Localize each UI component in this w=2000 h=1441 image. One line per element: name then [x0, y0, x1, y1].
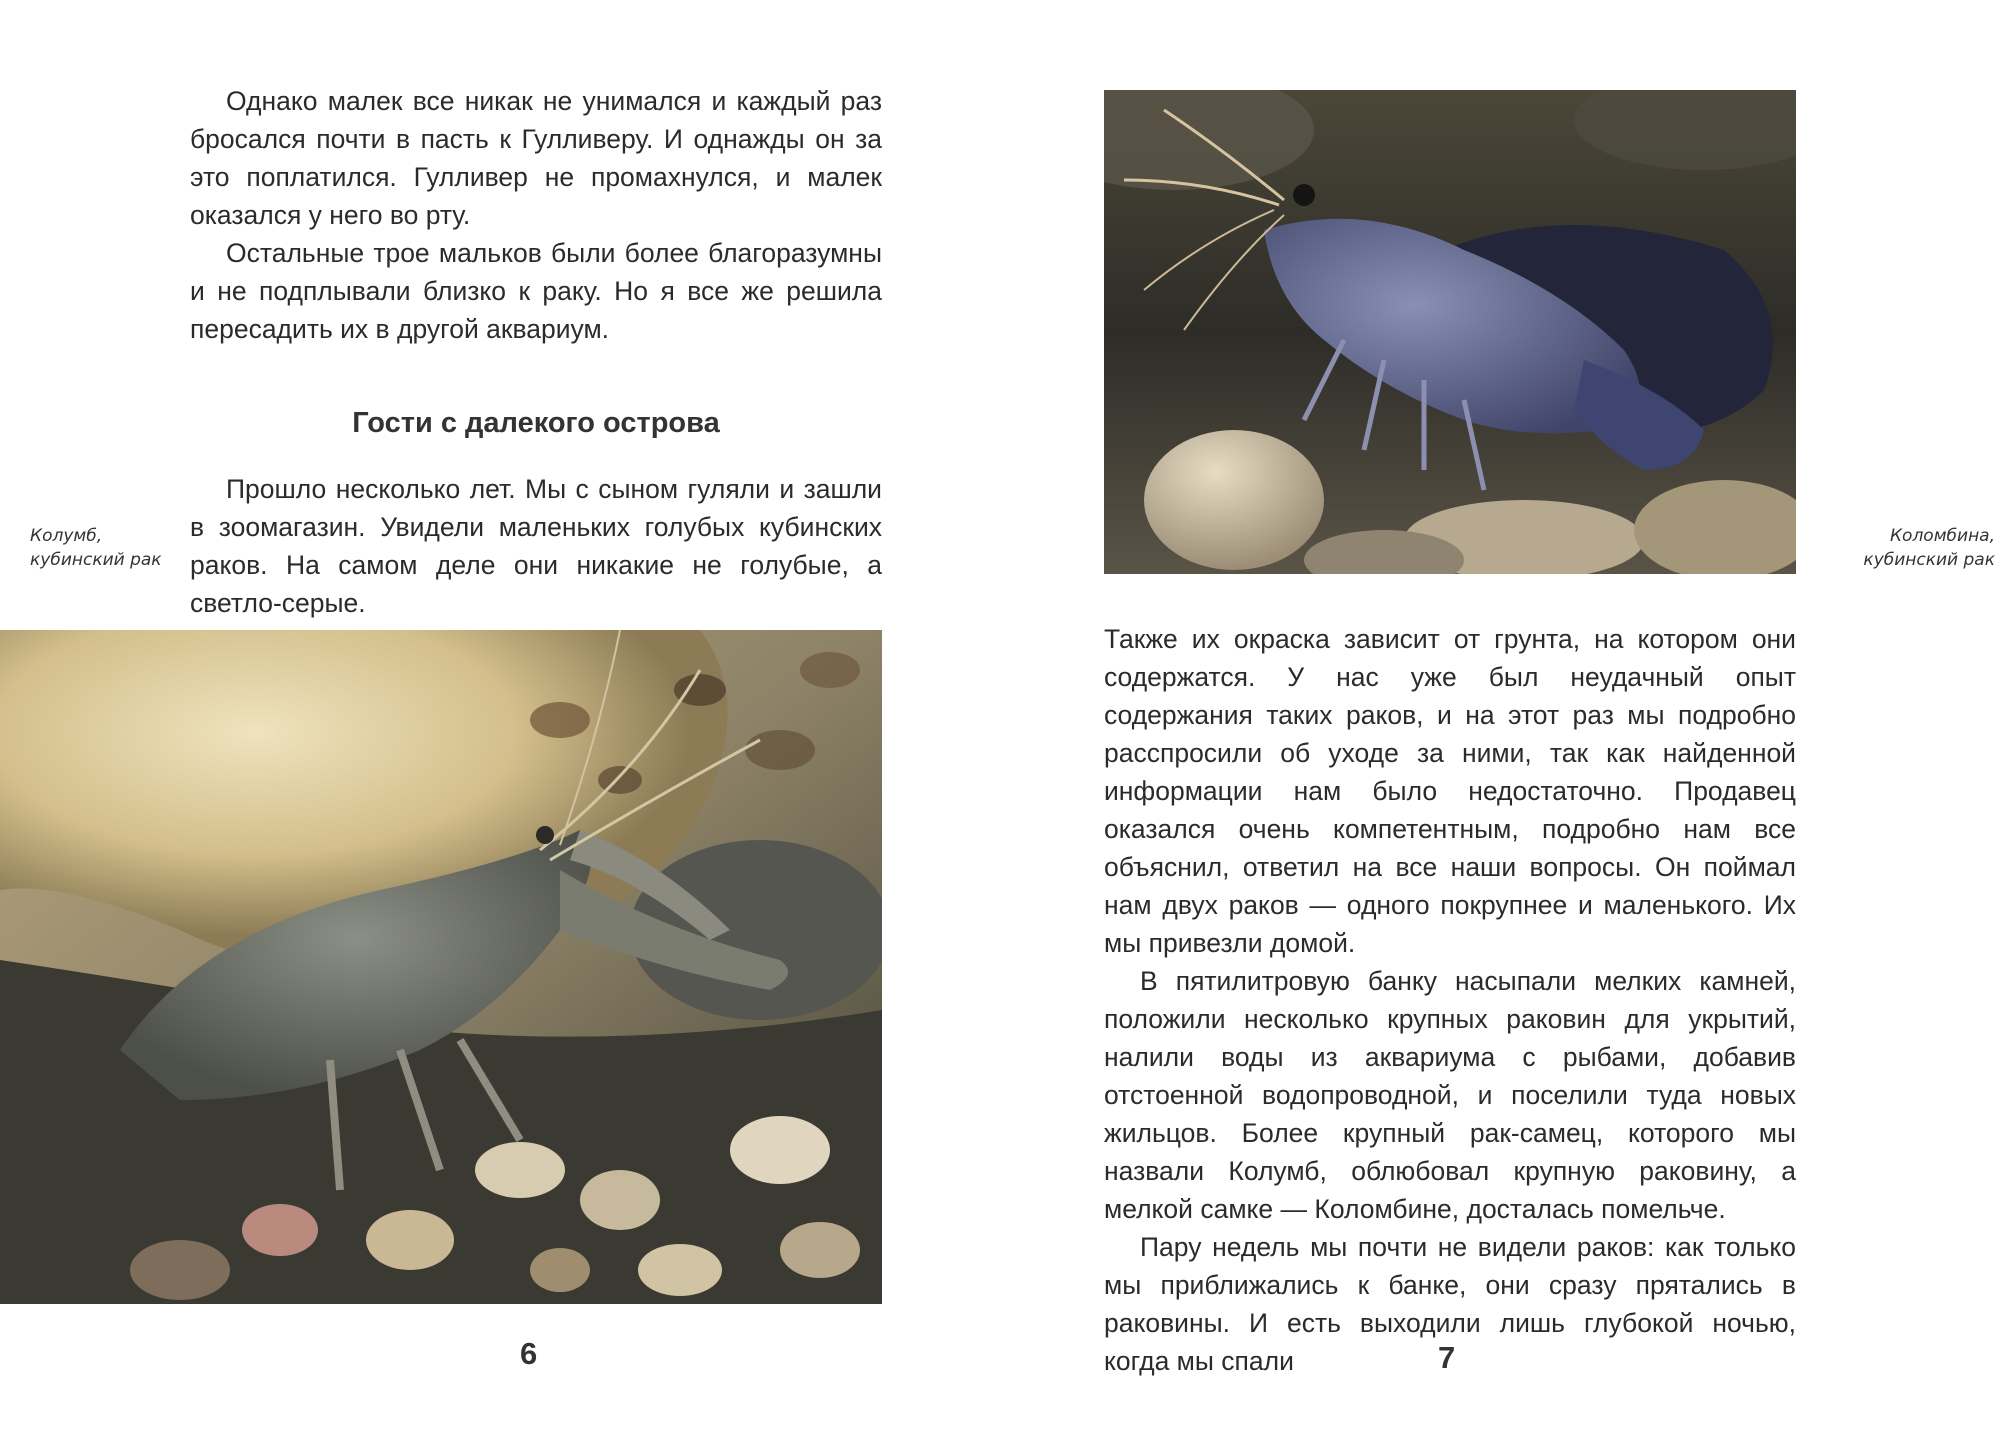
- right-text: [1104, 620, 1796, 1380]
- section-heading: Гости с далекого острова: [352, 407, 720, 439]
- paragraph: Однако малек все никак не унимался и каждый раз бросался почти в пасть к Гулливеру. И однажды он за это поплатился. Гулливер не промахнулся, и малек оказался у него во рту.: [190, 86, 882, 230]
- right-page: [1000, 0, 2000, 1441]
- photo-caption-kolombina: [1830, 524, 1995, 572]
- photo-kolumb-image: [0, 630, 882, 1304]
- left-text-top: [190, 82, 882, 348]
- caption-line: Колумб,: [30, 526, 103, 546]
- photo-kolombina-image: [1104, 90, 1796, 574]
- paragraph: Прошло несколько лет. Мы с сыном гуляли и зашли в зоомагазин. Увидели маленьких голубых кубинских раков. На самом деле они никакие не голубые, а светло-серые.: [190, 474, 882, 618]
- paragraph: В пятилитровую банку насыпали мелких камней, положили несколько крупных раковин для укрытий, налили воды из аквариума с рыбами, добавив отстоенной водопроводной, и поселили туда новых жильцов. Более крупный рак-самец, которого мы назвали Колумб, облюбовал крупную раковину, а мелкой самке — Коломбине, досталась помельче.: [1104, 966, 1796, 1224]
- page-number-left: 6: [520, 1336, 538, 1371]
- photo-caption-kolumb: [30, 524, 180, 572]
- paragraph: Пару недель мы почти не видели раков: как только мы приближались к банке, они сразу прятались в раковины. И есть выходили лишь глубокой ночью, когда мы спали: [1104, 1232, 1796, 1376]
- caption-line: кубинский рак: [1863, 550, 1995, 570]
- caption-line: Коломбина,: [1889, 526, 1995, 546]
- crayfish-photo-kolumb: [0, 630, 882, 1304]
- paragraph: Также их окраска зависит от грунта, на котором они содержатся. У нас уже был неудачный опыт содержания таких раков, и на этот раз мы подробно расспросили об уходе за ними, так как найденной информации нам было недостаточно. Продавец оказался очень компетентным, подробно нам все объяснил, ответил на все наши вопросы. Он поймал нам двух раков — одного покрупнее и маленького. Их мы привезли домой.: [1104, 624, 1796, 958]
- page-number-right: 7: [1438, 1340, 1456, 1375]
- caption-line: кубинский рак: [30, 550, 162, 570]
- left-text-bottom: [190, 470, 882, 622]
- crayfish-photo-kolombina: [1104, 90, 1796, 574]
- paragraph: Остальные трое мальков были более благоразумны и не подплывали близко к раку. Но я все же решила пересадить их в другой аквариум.: [190, 238, 882, 344]
